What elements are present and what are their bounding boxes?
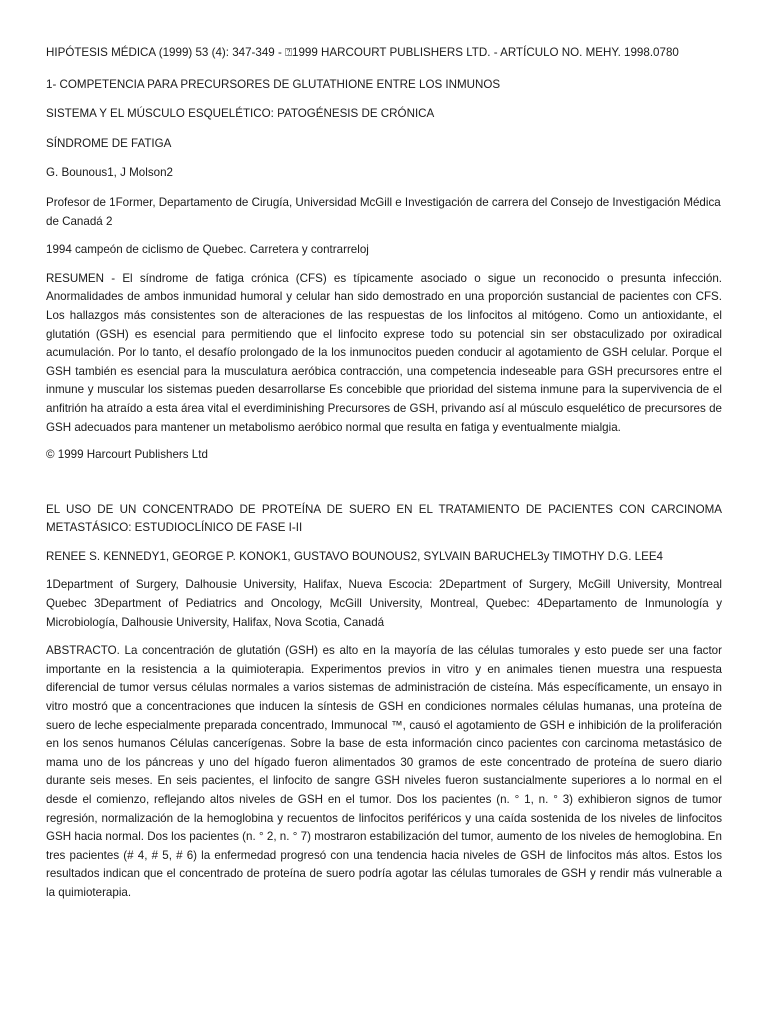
journal-header-article-number: - ARTÍCULO NO. MEHY. 1998.0780 <box>490 46 679 59</box>
article1-affiliation: Profesor de 1Former, Departamento de Cirugía, Universidad McGill e Investigación de carrera del Consejo de Investigación Médica de Canadá 2 <box>46 195 721 228</box>
journal-header-publisher: ⍰1999 HARCOURT PUBLISHERS LTD. <box>285 46 491 59</box>
article1-copyright: © 1999 Harcourt Publishers Ltd <box>46 448 208 462</box>
article1-title-line2: SISTEMA Y EL MÚSCULO ESQUELÉTICO: PATOGÉNESIS DE CRÓNICA <box>46 107 435 121</box>
article2-title: EL USO DE UN CONCENTRADO DE PROTEÍNA DE SUERO EN EL TRATAMIENTO DE PACIENTES CON CARCINOMA METASTÁSICO: ESTUDIOCLÍNICO DE FASE I-II <box>46 502 722 535</box>
journal-header-citation: HIPÓTESIS MÉDICA (1999) 53 (4): 347-349 - <box>46 46 286 59</box>
article2-affiliation: 1Department of Surgery, Dalhousie University, Halifax, Nueva Escocia: 2Department of Surgery, McGill University, Montreal Quebec 3Department of Pediatrics and Oncology, McGill University, Montreal, Quebec: 4Departamento de Inmunología y Microbiología, Dalhousie University, Halifax, Nova Scotia, Canadá <box>46 578 722 629</box>
article1-abstract: RESUMEN - El síndrome de fatiga crónica (CFS) es típicamente asociado o sigue un reconocido o presunta infección. Anormalidades de ambos inmunidad humoral y celular han sido demostrado en una proporción sustancial de pacientes con CFS. Los hallazgos más consistentes son de alteraciones de las respuestas de los linfocitos al mitógeno. Como un antioxidante, el glutatión (GSH) es esencial para permitiendo que el linfocito exprese todo su potencial sin ser obstaculizado por oxiradical acumulación. Por lo tanto, el desafío prolongado de la los inmunocitos pueden conducir al agotamiento de GSH celular. Porque el GSH también es esencial para la musculatura aeróbica contracción, una competencia indeseable para GSH precursores entre el inmune y muscular los sistemas pueden desarrollarse Es concebible que prioridad del sistema inmune para la supervivencia de el anfitrión ha atraído a esta área vital el everdiminishing Precursores de GSH, privando así al músculo esquelético de precursores de GSH adecuados para mantener un metabolismo aeróbico normal que resulta en fatiga y eventualmente mialgia. <box>46 271 722 434</box>
journal-header <box>46 44 722 63</box>
article2-abstract: ABSTRACTO. La concentración de glutatión (GSH) es alto en la mayoría de las células tumorales y esto puede ser una factor importante en la resistencia a la quimioterapia. Experimentos previos in vitro y en animales tienen muestra una respuesta diferencial de tumor versus células normales a varios sistemas de administración de cisteína. Más específicamente, un ensayo in vitro mostró que a concentraciones que inducen la síntesis de GSH en condiciones normales células humanas, una proteína de suero de leche especialmente preparada concentrado, Immunocal ™, causó el agotamiento de GSH e inhibición de la proliferación en los senos humanos Células cancerígenas. Sobre la base de esta información cinco pacientes con carcinoma metastásico de mama uno de los páncreas y uno del hígado fueron alimentados 30 gramos de este concentrado de proteína de suero diario durante seis meses. En seis pacientes, el linfocito de sangre GSH niveles fueron sustancialmente superiores a lo normal en el desde el comienzo, reflejando altos niveles de GSH en el tumor. Dos los pacientes (n. ° 1, n. ° 3) exhibieron signos de tumor regresión, normalización de la hemoglobina y recuentos de linfocitos periféricos y una caída sostenida de los niveles de linfocitos GSH hacia normal. Dos los pacientes (n. ° 2, n. ° 7) mostraron estabilización del tumor, aumento de los niveles de hemoglobina. En tres pacientes (# 4, # 5, # 6) la enfermedad progresó con una tendencia hacia niveles de GSH de linfocitos más altos. Estos los resultados indican que el concentrado de proteína de suero podría agotar las células tumorales de GSH y rendir más vulnerable a la quimioterapia. <box>46 644 722 899</box>
article1-title-line3: SÍNDROME DE FATIGA <box>46 136 172 150</box>
article1-authors: G. Bounous1, J Molson2 <box>46 166 173 180</box>
article2-authors: RENEE S. KENNEDY1, GEORGE P. KONOK1, GUSTAVO BOUNOUS2, SYLVAIN BARUCHEL3y TIMOTHY D.G. LEE4 <box>46 549 663 563</box>
article1-dedication: 1994 campeón de ciclismo de Quebec. Carretera y contrarreloj <box>46 243 369 257</box>
article1-title-line1: 1- COMPETENCIA PARA PRECURSORES DE GLUTATHIONE ENTRE LOS INMUNOS <box>46 77 501 91</box>
